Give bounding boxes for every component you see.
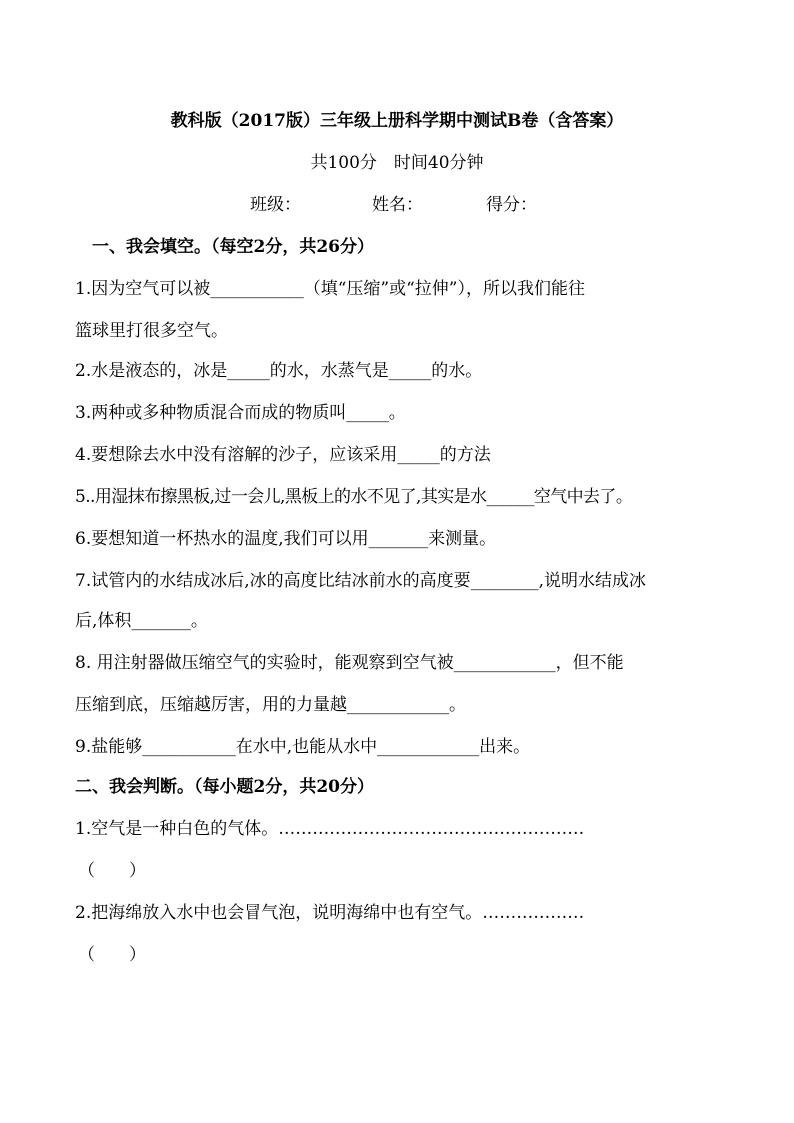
question-line: 6.要想知道一杯热水的温度,我们可以用_______来测量。 (75, 529, 497, 549)
exam-title: 教科版（2017版）三年级上册科学期中测试B卷（含答案） (170, 111, 624, 131)
question-line: 后,体积_______。 (75, 611, 208, 631)
question-line: 9.盐能够___________在水中,也能从水中____________出来。 (75, 737, 531, 757)
question-line: 压缩到底，压缩越厉害，用的力量越____________。 (75, 695, 466, 715)
question-line: 1.因为空气可以被___________（填“压缩”或“拉伸”），所以我们能往 (75, 279, 585, 299)
question-line: 篮球里打很多空气。 (75, 321, 228, 341)
score-label: 得分： (486, 195, 537, 215)
question-line: 4.要想除去水中没有溶解的沙子，应该采用_____的方法 (75, 445, 491, 465)
judge-line: 2.把海绵放入水中也会冒气泡，说明海绵中也有空气。……………… (75, 903, 585, 923)
question-line: 7.试管内的水结成冰后,冰的高度比结冰前水的高度要________,说明水结成冰 (75, 571, 647, 591)
name-label: 姓名： (372, 195, 423, 215)
question-line: 3.两种或多种物质混合而成的物质叫_____。 (75, 403, 406, 423)
section2-heading: 二、我会判断。（每小题2分，共20分） (75, 777, 374, 797)
exam-subtitle: 共100分 时间40分钟 (310, 153, 484, 173)
judge-line: 1.空气是一种白色的气体。……………………………………………… (75, 819, 585, 839)
question-line: 5..用湿抹布擦黑板,过一会儿,黑板上的水不见了,其实是水______空气中去了。 (75, 487, 633, 507)
section1-heading: 一、我会填空。（每空2分，共26分） (92, 237, 374, 257)
class-label: 班级： (250, 195, 301, 215)
question-line: 2.水是液态的，冰是_____的水，水蒸气是_____的水。 (75, 361, 483, 381)
answer-parentheses: （ ） (78, 945, 146, 965)
question-line: 8. 用注射器做压缩空气的实验时，能观察到空气被____________，但不能 (75, 653, 624, 673)
answer-parentheses: （ ） (78, 861, 146, 881)
